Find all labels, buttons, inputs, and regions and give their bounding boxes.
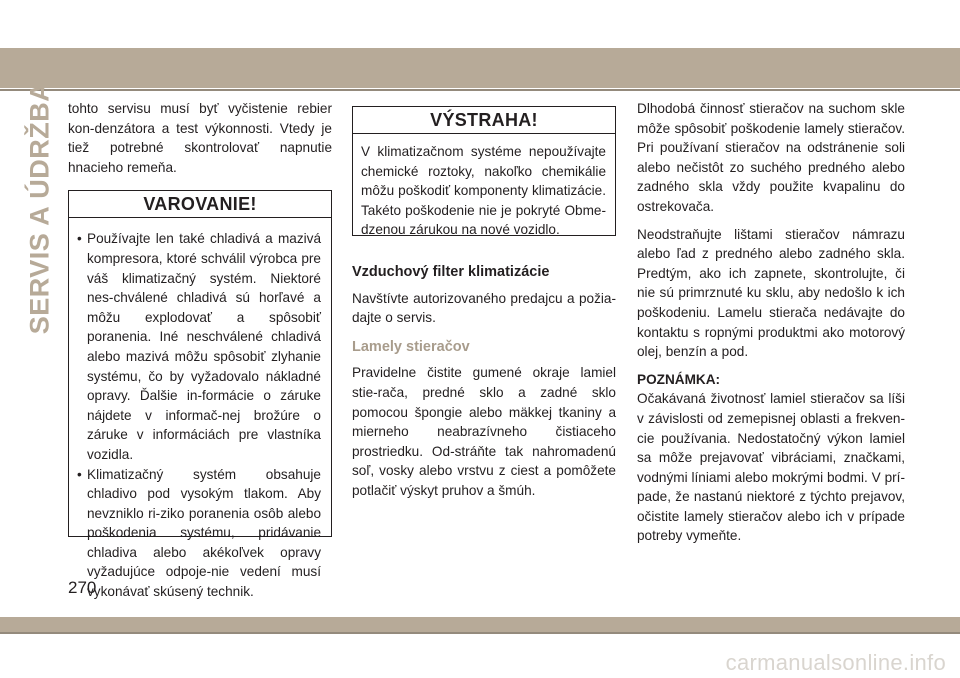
footer-bar	[0, 617, 960, 632]
column-middle	[352, 106, 616, 501]
air-filter-paragraph: Navštívte autorizovaného predajcu a požia-dajte o servis.	[352, 290, 616, 326]
danger-title: VÝSTRAHA!	[353, 107, 615, 134]
note-block	[637, 370, 905, 546]
danger-box	[352, 106, 616, 236]
wiper-blades-heading: Lamely stieračov	[352, 338, 470, 355]
watermark: carmanualsonline.info	[725, 650, 946, 675]
warning-item: • Klimatizačný systém obsahuje chladivo pod vysokým tlakom. Aby nevzniklo ri-ziko poranenia osôb alebo poškodenia systému, pridávanie chladiva alebo akékoľvek opravy vyžadujúce odpoje-nie vedení musí vykonávať skúsený technik.	[77, 465, 321, 602]
column-right	[637, 99, 905, 546]
note-text: Očakávaná životnosť lamiel stieračov sa líši v závislosti od zemepisnej oblasti a frekven-cie používania. Nedostatočný výkon lamiel sa môže prejavovať vibráciami, značkami, vodnými líniami alebo mokrými bodmi. V prí-pade, že nastanú niektoré z týchto prejavov, očistite lamely stieračov alebo ich v prípade potreby vymeňte.	[637, 391, 905, 544]
air-filter-heading: Vzduchový filter klimatizácie	[352, 264, 550, 280]
section-side-title	[20, 81, 60, 335]
danger-text: V klimatizačnom systéme nepoužívajte chemické roztoky, nakoľko chemikálie môžu poškodiť komponenty klimatizácie. Takéto poškodenie nie je pokryté Obme-dzenou zárukou na nové vozidlo.	[361, 144, 606, 238]
header-bar-rule	[0, 89, 960, 91]
footer-bar-rule	[0, 632, 960, 634]
note-title: POZNÁMKA:	[637, 371, 721, 387]
top-margin	[0, 0, 960, 48]
warning-item: • Používajte len také chladivá a mazivá kompresora, ktoré schválil výrobca pre váš klimatizačný systém. Niektoré nes-chválené chladivá sú horľavé a môžu explodovať a spôsobiť poranenia. Iné neschválené chladivá alebo mazivá môžu spôsobiť zlyhanie systému, čo by vyžadovalo nákladné opravy. Ďalšie in-formácie o záruke nájdete v informač-nej brožúre o záruke v informáciách pre vlastníka vozidla.	[77, 229, 321, 464]
header-bar	[0, 48, 960, 88]
page-number: 270	[68, 578, 97, 597]
warning-title: VAROVANIE!	[69, 191, 331, 218]
intro-paragraph: tohto servisu musí byť vyčistenie rebier kon-denzátora a test výkonnosti. Vtedy je tiež potrebné skontrolovať napnutie hnacieho remeňa.	[68, 101, 332, 175]
ice-removal-paragraph: Neodstraňujte lištami stieračov námrazu alebo ľad z predného alebo zadného skla. Predtým, ako ich zapnete, skontrolujte, či nie sú primrznuté ku sklu, aby nedošlo k ich poškodeniu. Lamelu stierača nedávajte do kontaktu s ropnými produktmi ako motorový olej, benzín a pod.	[637, 226, 905, 360]
section-title-text: SERVIS A ÚDRŽBA	[24, 81, 55, 335]
wiper-blades-paragraph: Pravidelne čistite gumené okraje lamiel stie-rača, predné sklo a zadné sklo pomocou špongie alebo mäkkej tkaniny a mierneho neabrazívneho čistiaceho prostriedku. Od-stráňte tak nahromadenú soľ, vosky alebo vrstvu z ciest a pomôžete potlačiť výskyt pruhov a šmúh.	[352, 365, 616, 498]
warning-list	[69, 218, 331, 601]
dry-glass-paragraph: Dlhodobá činnosť stieračov na suchom skle môže spôsobiť poškodenie lamely stieračov. Pri používaní stieračov na odstránenie soli alebo nečistôt zo suchého predného alebo zadného skla vždy použite kvapalinu do ostrekovača.	[637, 101, 905, 214]
